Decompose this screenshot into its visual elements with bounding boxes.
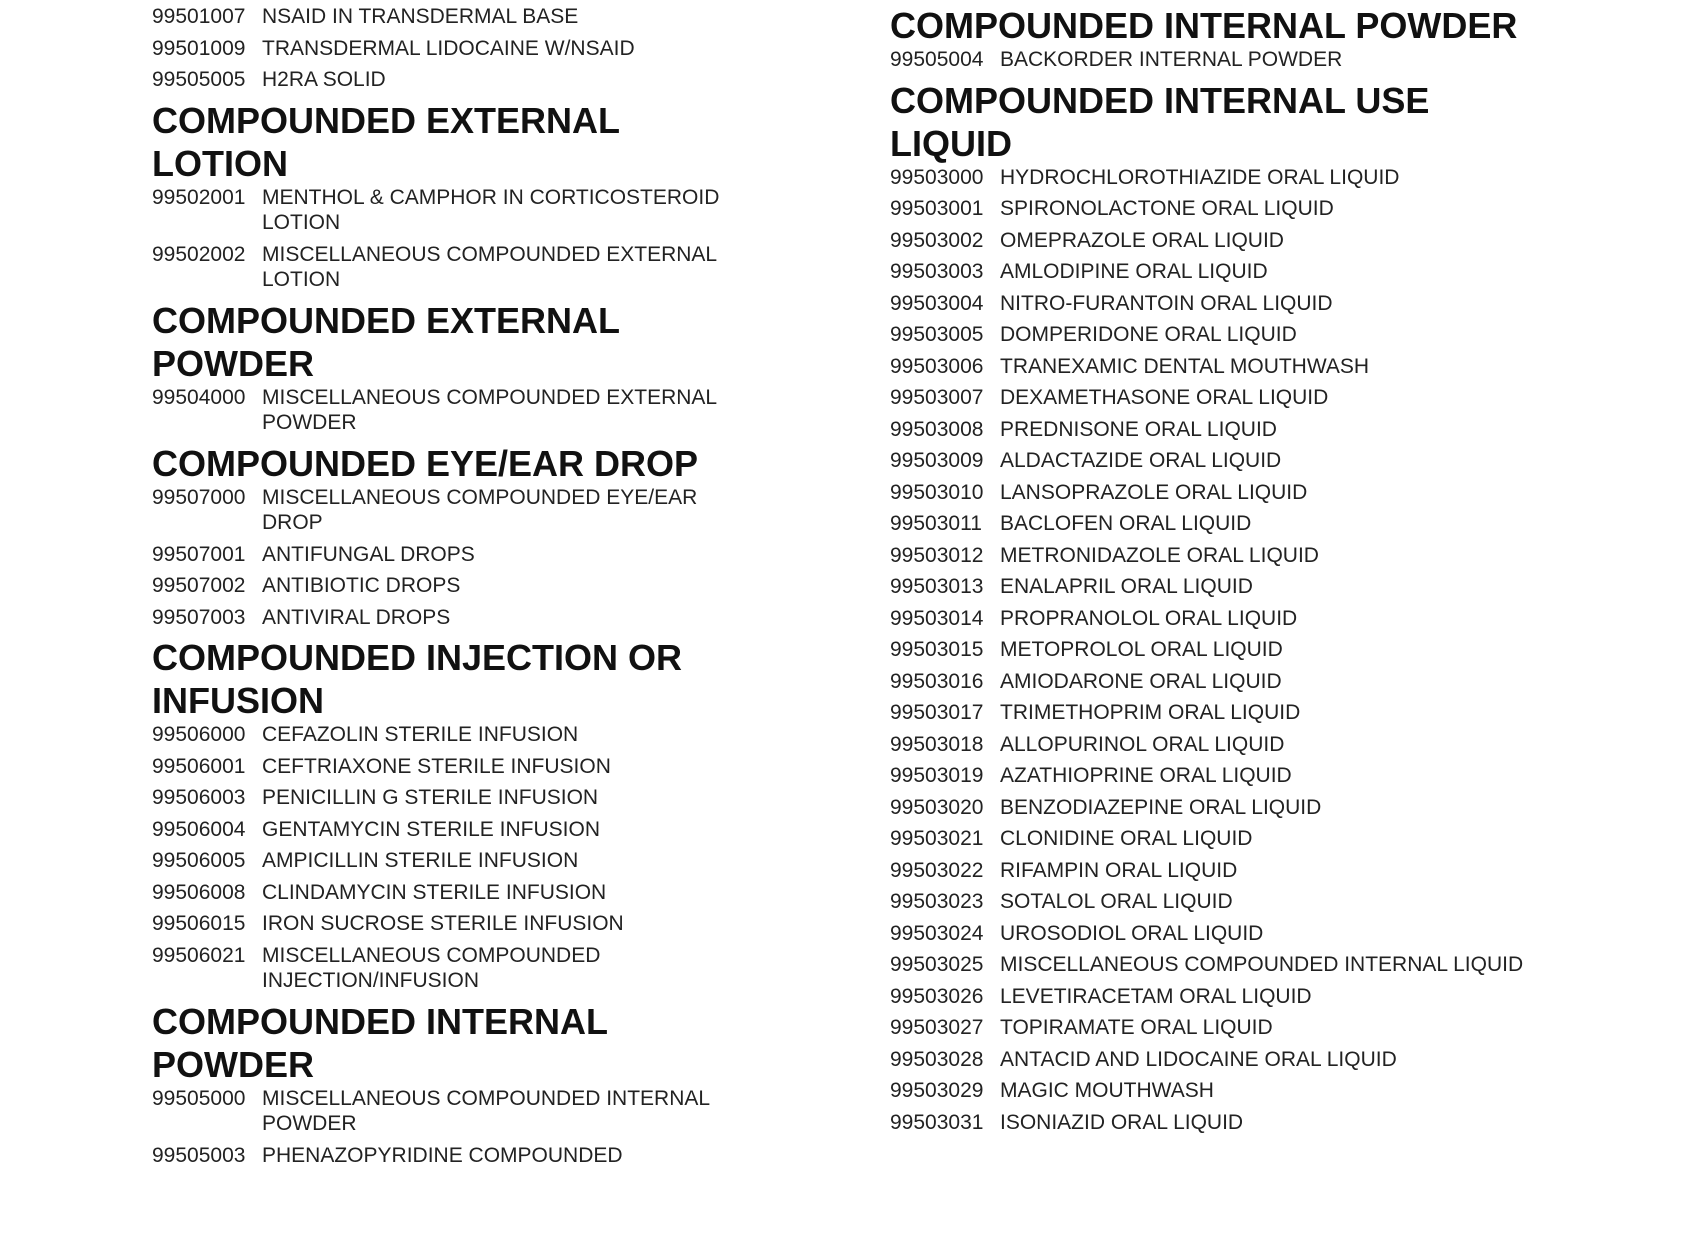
list-item (890, 984, 1540, 1010)
section-internal-use-liquid (890, 79, 1540, 1136)
list-item (890, 606, 1540, 632)
item-code: 99503012 (890, 543, 984, 567)
item-code: 99503026 (890, 984, 984, 1008)
list-item (890, 47, 1540, 73)
list-item (890, 543, 1540, 569)
item-code: 99503004 (890, 291, 984, 315)
item-name: AMPICILLIN STERILE INFUSION (262, 849, 579, 872)
item-name: PHENAZOPYRIDINE COMPOUNDED (262, 1143, 623, 1167)
item-name: TRANEXAMIC DENTAL MOUTHWASH (1000, 354, 1370, 378)
item-name: MISCELLANEOUS COMPOUNDED EXTERNAL POWDER (262, 385, 717, 434)
item-code: 99503028 (890, 1047, 984, 1071)
item-name: LANSOPRAZOLE ORAL LIQUID (1000, 480, 1308, 504)
item-code: 99507003 (152, 605, 246, 629)
item-code: 99503014 (890, 606, 984, 630)
section-heading: COMPOUNDED INJECTION OR INFUSION (152, 637, 683, 721)
item-code: 99503002 (890, 228, 984, 252)
list-item (890, 732, 1540, 758)
item-code: 99507001 (152, 542, 246, 566)
list-item (152, 485, 752, 536)
item-code: 99503018 (890, 732, 984, 756)
list-item (890, 1015, 1540, 1041)
item-code: 99506004 (152, 817, 246, 841)
list-item (890, 1078, 1540, 1104)
list-item (890, 637, 1540, 663)
item-name: PENICILLIN G STERILE INFUSION (262, 786, 599, 809)
list-item (890, 700, 1540, 726)
item-name: DOMPERIDONE ORAL LIQUID (1000, 323, 1297, 346)
list-item (890, 763, 1540, 789)
item-code: 99505003 (152, 1143, 246, 1167)
item-code: 99503005 (890, 323, 984, 346)
list-item (152, 817, 752, 843)
list-item (152, 573, 752, 599)
item-code: 99503024 (890, 921, 984, 945)
item-name: CLONIDINE ORAL LIQUID (1000, 827, 1253, 850)
list-item (152, 848, 752, 874)
list-item (890, 1047, 1540, 1073)
item-name: ALLOPURINOL ORAL LIQUID (1000, 732, 1285, 756)
list-item (890, 889, 1540, 915)
item-name: ANTACID AND LIDOCAINE ORAL LIQUID (1000, 1047, 1397, 1071)
section-heading: COMPOUNDED EXTERNAL POWDER (152, 299, 620, 384)
item-name: BACLOFEN ORAL LIQUID (1000, 512, 1252, 535)
item-name: PREDNISONE ORAL LIQUID (1000, 417, 1277, 441)
item-name: CEFTRIAXONE STERILE INFUSION (262, 754, 611, 778)
list-item (890, 196, 1540, 222)
item-code: 99506001 (152, 754, 246, 778)
lead-items (152, 4, 752, 93)
item-name: AMLODIPINE ORAL LIQUID (1000, 260, 1268, 283)
item-name: MENTHOL & CAMPHOR IN CORTICOSTEROID LOTION (262, 185, 720, 234)
item-code: 99503008 (890, 417, 984, 441)
item-name: TRANSDERMAL LIDOCAINE W/NSAID (262, 36, 635, 60)
item-code: 99503022 (890, 858, 984, 882)
item-name: ANTIBIOTIC DROPS (262, 574, 461, 597)
list-item (890, 574, 1540, 600)
list-item (890, 826, 1540, 852)
item-name: UROSODIOL ORAL LIQUID (1000, 921, 1264, 945)
list-item (890, 480, 1540, 506)
list-item (890, 228, 1540, 254)
list-item (890, 385, 1540, 411)
item-code: 99503006 (890, 354, 984, 378)
item-name: OMEPRAZOLE ORAL LIQUID (1000, 228, 1284, 252)
item-code: 99506000 (152, 723, 246, 746)
item-code: 99501009 (152, 36, 246, 60)
item-name: BENZODIAZEPINE ORAL LIQUID (1000, 795, 1322, 819)
list-item (890, 669, 1540, 695)
item-code: 99503020 (890, 795, 984, 819)
item-code: 99503009 (890, 449, 984, 472)
item-name: AZATHIOPRINE ORAL LIQUID (1000, 764, 1292, 787)
section-heading: COMPOUNDED EYE/EAR DROP (152, 442, 699, 484)
list-item (890, 417, 1540, 443)
list-item (152, 605, 752, 631)
section-internal-powder-continued (890, 4, 1540, 73)
list-item (152, 722, 752, 748)
list-item (152, 1143, 752, 1169)
section-internal-powder (152, 1000, 752, 1169)
item-name: METRONIDAZOLE ORAL LIQUID (1000, 543, 1319, 567)
item-code: 99503000 (890, 165, 984, 189)
list-item (890, 952, 1540, 978)
list-item (152, 67, 752, 93)
left-column (152, 4, 752, 1174)
list-item (152, 880, 752, 906)
item-name: MISCELLANEOUS COMPOUNDED INJECTION/INFUSION (262, 943, 601, 992)
item-name: RIFAMPIN ORAL LIQUID (1000, 858, 1238, 882)
list-item (890, 354, 1540, 380)
item-code: 99507000 (152, 485, 246, 509)
item-code: 99506015 (152, 912, 246, 935)
list-item (152, 943, 752, 994)
item-code: 99503029 (890, 1079, 984, 1102)
section-heading: COMPOUNDED INTERNAL USE LIQUID (890, 79, 1430, 164)
item-code: 99503021 (890, 827, 984, 850)
item-code: 99505000 (152, 1086, 246, 1110)
item-code: 99503001 (890, 197, 984, 220)
item-name: SOTALOL ORAL LIQUID (1000, 890, 1233, 913)
item-name: MISCELLANEOUS COMPOUNDED INTERNAL POWDER (262, 1086, 710, 1135)
item-name: AMIODARONE ORAL LIQUID (1000, 669, 1282, 693)
section-heading: COMPOUNDED INTERNAL POWDER (152, 1000, 608, 1085)
item-name: MISCELLANEOUS COMPOUNDED EYE/EAR DROP (262, 485, 698, 534)
item-code: 99503003 (890, 260, 984, 283)
item-code: 99503010 (890, 480, 984, 504)
list-item (152, 754, 752, 780)
item-name: MAGIC MOUTHWASH (1000, 1079, 1214, 1102)
section-heading: COMPOUNDED EXTERNAL LOTION (152, 99, 620, 184)
item-name: MISCELLANEOUS COMPOUNDED INTERNAL LIQUID (1000, 953, 1524, 976)
item-code: 99503031 (890, 1110, 984, 1134)
item-name: GENTAMYCIN STERILE INFUSION (262, 817, 600, 841)
list-item (890, 448, 1540, 474)
item-code: 99503016 (890, 669, 984, 693)
item-code: 99505004 (890, 48, 984, 71)
item-code: 99504000 (152, 385, 246, 409)
item-code: 99503015 (890, 638, 984, 661)
list-item (152, 385, 752, 436)
item-name: METOPROLOL ORAL LIQUID (1000, 638, 1283, 661)
item-code: 99505005 (152, 68, 246, 91)
item-name: IRON SUCROSE STERILE INFUSION (262, 912, 624, 935)
list-item (152, 242, 752, 293)
list-item (152, 542, 752, 568)
list-item (890, 1110, 1540, 1136)
item-name: TRIMETHOPRIM ORAL LIQUID (1000, 701, 1301, 724)
item-name: ANTIVIRAL DROPS (262, 605, 451, 629)
item-name: ENALAPRIL ORAL LIQUID (1000, 575, 1253, 598)
section-external-powder (152, 299, 752, 436)
item-code: 99502002 (152, 242, 246, 266)
item-name: CLINDAMYCIN STERILE INFUSION (262, 880, 607, 904)
item-code: 99507002 (152, 574, 246, 597)
item-name: ALDACTAZIDE ORAL LIQUID (1000, 449, 1282, 472)
item-code: 99503017 (890, 701, 984, 724)
right-column (890, 4, 1540, 1141)
item-code: 99506021 (152, 943, 246, 967)
item-name: H2RA SOLID (262, 68, 386, 91)
list-item (890, 259, 1540, 285)
item-code: 99506005 (152, 849, 246, 872)
list-item (890, 322, 1540, 348)
item-code: 99503027 (890, 1016, 984, 1039)
section-external-lotion (152, 99, 752, 293)
item-name: LEVETIRACETAM ORAL LIQUID (1000, 984, 1312, 1008)
list-item (890, 291, 1540, 317)
item-code: 99501007 (152, 5, 246, 28)
item-code: 99503007 (890, 386, 984, 409)
list-item (152, 785, 752, 811)
item-code: 99503023 (890, 890, 984, 913)
section-heading: COMPOUNDED INTERNAL POWDER (890, 5, 1518, 46)
item-name: ANTIFUNGAL DROPS (262, 542, 475, 566)
item-name: DEXAMETHASONE ORAL LIQUID (1000, 386, 1329, 409)
section-eye-ear-drop (152, 442, 752, 631)
liquid-item-list (890, 165, 1540, 1136)
item-code: 99503025 (890, 953, 984, 976)
list-item (152, 911, 752, 937)
list-item (152, 4, 752, 30)
list-item (152, 1086, 752, 1137)
item-code: 99506008 (152, 880, 246, 904)
list-item (152, 185, 752, 236)
item-name: NSAID IN TRANSDERMAL BASE (262, 5, 579, 28)
item-name: PROPRANOLOL ORAL LIQUID (1000, 606, 1298, 630)
item-code: 99503019 (890, 764, 984, 787)
section-injection-infusion (152, 636, 752, 994)
list-item (890, 165, 1540, 191)
item-name: MISCELLANEOUS COMPOUNDED EXTERNAL LOTION (262, 242, 717, 291)
item-code: 99502001 (152, 185, 246, 209)
item-code: 99506003 (152, 786, 246, 809)
list-item (890, 858, 1540, 884)
item-code: 99503011 (890, 512, 982, 535)
item-name: BACKORDER INTERNAL POWDER (1000, 48, 1343, 71)
item-name: TOPIRAMATE ORAL LIQUID (1000, 1016, 1273, 1039)
item-name: SPIRONOLACTONE ORAL LIQUID (1000, 197, 1334, 220)
list-item (890, 795, 1540, 821)
list-item (890, 921, 1540, 947)
item-name: NITRO-FURANTOIN ORAL LIQUID (1000, 291, 1333, 315)
item-name: ISONIAZID ORAL LIQUID (1000, 1110, 1244, 1134)
item-name: HYDROCHLOROTHIAZIDE ORAL LIQUID (1000, 165, 1400, 189)
item-name: CEFAZOLIN STERILE INFUSION (262, 723, 579, 746)
list-item (152, 36, 752, 62)
list-item (890, 511, 1540, 537)
item-code: 99503013 (890, 575, 984, 598)
